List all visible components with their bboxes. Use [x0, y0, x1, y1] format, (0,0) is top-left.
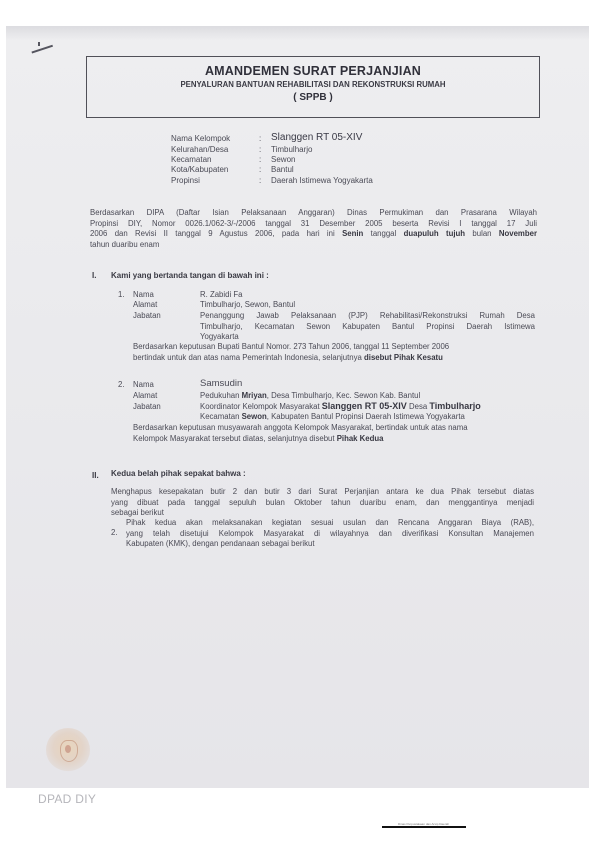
identity-value-group: Slanggen RT 05-XIV	[271, 132, 363, 143]
party-1-position	[200, 311, 535, 343]
section-2-item-number: 2.	[111, 528, 118, 537]
identity-colon: :	[259, 176, 262, 185]
party-1-address-label: Alamat	[133, 300, 158, 309]
section-1-heading: Kami yang bertanda tangan di bawah ini :	[111, 271, 269, 280]
intro-text: 2006 dan Revisi II tanggal 9 Agustus 2006, pada hari ini	[90, 229, 343, 238]
party-1-position-label: Jabatan	[133, 311, 161, 320]
archive-watermark: DPAD DIY	[38, 792, 97, 806]
bottom-rule	[382, 826, 466, 828]
section-2-paragraph	[111, 487, 534, 519]
identity-colon: :	[259, 145, 262, 154]
section-2-line: sebagai berikut	[111, 508, 164, 517]
section-2-number: II.	[92, 471, 99, 480]
title-box	[86, 56, 540, 118]
party-1-designation: disebut Pihak Kesatu	[364, 352, 443, 362]
party-2-address-text: , Desa Timbulharjo, Kec. Sewon Kab. Bantul	[266, 391, 421, 400]
party-1-position-line: Penanggung Jawab Pelaksanaan (PJP) Rehabilitasi/Rekonstruksi Rumah Desa	[200, 311, 535, 320]
party-1-basis	[133, 342, 535, 363]
identity-label: Kecamatan	[171, 155, 212, 164]
identity-value-province: Daerah Istimewa Yogyakarta	[271, 176, 373, 185]
party-2-hamlet: Mriyan	[241, 391, 267, 400]
identity-label: Nama Kelompok	[171, 134, 231, 143]
section-2-item-line: Pihak kedua akan melaksanakan kegiatan sesuai usulan dan Rencana Anggaran Biaya (RAB),	[126, 518, 534, 527]
section-2-heading: Kedua belah pihak sepakat bahwa :	[111, 469, 246, 478]
party-1-number: 1.	[118, 290, 125, 299]
section-2-line: yang dibuat pada tanggal sepuluh bulan Oktober tahun duaribu enam, dan menggantinya menjadi	[111, 497, 534, 507]
identity-value-village: Timbulharjo	[271, 145, 313, 154]
party-2-group-name: Slanggen RT 05-XIV	[321, 401, 407, 411]
intro-month: November	[498, 229, 537, 238]
party-2-name: Samsudin	[200, 378, 243, 389]
party-2-name-label: Nama	[133, 380, 154, 389]
party-2-basis	[133, 423, 535, 444]
intro-line: tahun duaribu enam	[90, 239, 160, 249]
identity-label: Kelurahan/Desa	[171, 145, 229, 154]
party-1-basis-line: Berdasarkan keputusan Bupati Bantul Nomor. 273 Tahun 2006, tanggal 11 September 2006	[133, 342, 450, 351]
party-1-address: Timbulharjo, Sewon, Bantul	[200, 300, 296, 309]
intro-date: duapuluh tujuh	[403, 229, 466, 238]
party-2-position-text: Kecamatan	[200, 412, 242, 421]
section-2-line: Menghapus kesepakatan butir 2 dan butir 3 dari Surat Perjanjian antara ke dua Pihak tersebut diatas	[111, 487, 534, 496]
party-2-position-line1	[200, 401, 481, 411]
seal-center	[65, 745, 71, 753]
document-code: ( SPPB )	[293, 92, 333, 103]
binder-tick	[38, 42, 40, 46]
party-2-basis-text: Kelompok Masyarakat tersebut diatas, selanjutnya disebut	[133, 433, 337, 443]
section-1-number: I.	[92, 271, 97, 280]
identity-colon: :	[259, 155, 262, 164]
section-2-item	[126, 518, 534, 550]
bottom-caption: Dinas Perpustakaan dan Arsip Daerah	[398, 822, 450, 826]
party-2-district: Sewon	[241, 412, 267, 421]
party-2-position-text: Koordinator Kelompok Masyarakat	[200, 402, 322, 411]
party-2-basis-line2	[133, 434, 535, 445]
party-2-address	[200, 391, 420, 400]
party-1-name: R. Zabidi Fa	[200, 290, 243, 299]
identity-colon: :	[259, 165, 262, 174]
party-1-position-line: Timbulharjo, Kecamatan Sewon Kabupaten Bantul Propinsi Daerah Istimewa	[200, 321, 535, 331]
party-2-position-text: Desa	[406, 402, 430, 411]
party-2-basis-line: Berdasarkan keputusan musyawarah anggota Kelompok Masyarakat, bertindak untuk atas nama	[133, 423, 468, 432]
party-1-basis-text: bertindak untuk dan atas nama Pemerintah Indonesia, selanjutnya	[133, 352, 365, 362]
section-2-item-line: Kabupaten (KMK), dengan pendanaan sebagai berikut	[126, 539, 315, 548]
document-title: AMANDEMEN SURAT PERJANJIAN	[204, 64, 422, 78]
party-2-number: 2.	[118, 380, 125, 389]
party-2-address-label: Alamat	[133, 391, 158, 400]
party-1-position-line: Yogyakarta	[200, 332, 239, 341]
party-1-basis-line2	[133, 353, 535, 364]
intro-line: Berdasarkan DIPA (Daftar Isian Pelaksanaan Anggaran) Dinas Permukiman dan Prasarana Wilayah	[90, 208, 537, 217]
party-2-address-text: Pedukuhan	[200, 391, 242, 400]
intro-line: Propinsi DIY, Nomor 0026.1/062-3/-/2006 tanggal 31 Desember 2005 beserta Revisi I tanggal 17 Juli	[90, 218, 537, 228]
identity-label: Kota/Kabupaten	[171, 165, 229, 174]
party-2-position-label: Jabatan	[133, 402, 161, 411]
intro-day: Senin	[342, 229, 364, 238]
identity-label: Propinsi	[171, 176, 200, 185]
seal-emblem	[46, 728, 90, 772]
party-2-designation: Pihak Kedua	[336, 433, 384, 443]
party-1-name-label: Nama	[133, 290, 154, 299]
sheet-fold-shadow	[6, 26, 589, 40]
party-2-village: Timbulharjo	[429, 401, 481, 411]
identity-value-district: Sewon	[271, 155, 296, 164]
identity-colon: :	[259, 134, 262, 143]
section-2-item-line: yang telah disetujui Kelompok Masyarakat di wilayahnya dan diverifikasi Konsultan Manajemen	[126, 528, 534, 538]
intro-text: bulan	[465, 229, 499, 238]
identity-value-regency: Bantul	[271, 165, 294, 174]
intro-text: tanggal	[363, 229, 404, 238]
intro-line-date	[90, 229, 537, 240]
document-subtitle: PENYALURAN BANTUAN REHABILITASI DAN REKONSTRUKSI RUMAH	[180, 80, 446, 89]
party-2-position-line2	[200, 412, 465, 421]
party-2-position-text: , Kabupaten Bantul Propinsi Daerah Istimewa Yogyakarta	[266, 412, 465, 421]
intro-paragraph	[90, 208, 537, 250]
